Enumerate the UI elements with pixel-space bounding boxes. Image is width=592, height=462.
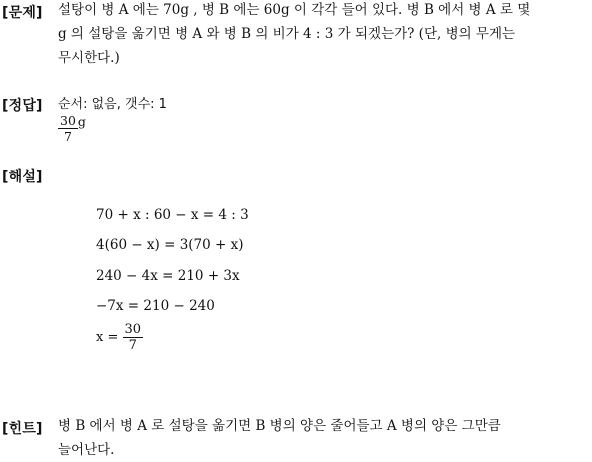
solution-step-1: 70 + x : 60 − x = 4 : 3 xyxy=(96,207,249,223)
problem-line-2: g 의 설탕을 옮기면 병 A 와 병 B 의 비가 4 : 3 가 되겠는가? (단, 병의 무게는 xyxy=(58,26,516,42)
hint-line-1: 병 B 에서 병 A 로 설탕을 옮기면 B 병의 양은 줄어들고 A 병의 양은 그만큼 xyxy=(58,418,501,434)
solution-final-denominator: 7 xyxy=(128,338,137,353)
solution-step-2: 4(60 − x) = 3(70 + x) xyxy=(96,237,244,253)
solution-final xyxy=(96,322,143,353)
solution-final-lhs: x = xyxy=(96,330,119,345)
solution-step-3: 240 − 4x = 210 + 3x xyxy=(96,268,240,284)
solution-final-fraction xyxy=(123,322,144,353)
solution-step-4: −7x = 210 − 240 xyxy=(96,298,215,314)
answer-fraction xyxy=(58,113,78,144)
answer-unit: g xyxy=(77,114,86,129)
answer-value xyxy=(58,113,86,144)
problem-label: [문제] xyxy=(2,5,43,21)
solution-final-numerator: 30 xyxy=(124,322,142,337)
problem-line-1: 설탕이 병 A 에는 70g , 병 B 에는 60g 이 각각 들어 있다. 병 B 에서 병 A 로 몇 xyxy=(58,2,531,18)
hint-label: [힌트] xyxy=(2,421,43,437)
solution-label: [해설] xyxy=(2,169,43,185)
problem-line-3: 무시한다.) xyxy=(58,50,120,66)
answer-fraction-numerator: 30 xyxy=(60,113,76,128)
problem-text xyxy=(58,0,530,70)
answer-fraction-denominator: 7 xyxy=(63,129,72,144)
answer-line: 순서: 없음, 갯수: 1 xyxy=(58,97,167,112)
hint-text xyxy=(58,414,501,462)
answer-label: [정답] xyxy=(2,98,43,114)
hint-line-2: 늘어난다. xyxy=(58,442,115,458)
